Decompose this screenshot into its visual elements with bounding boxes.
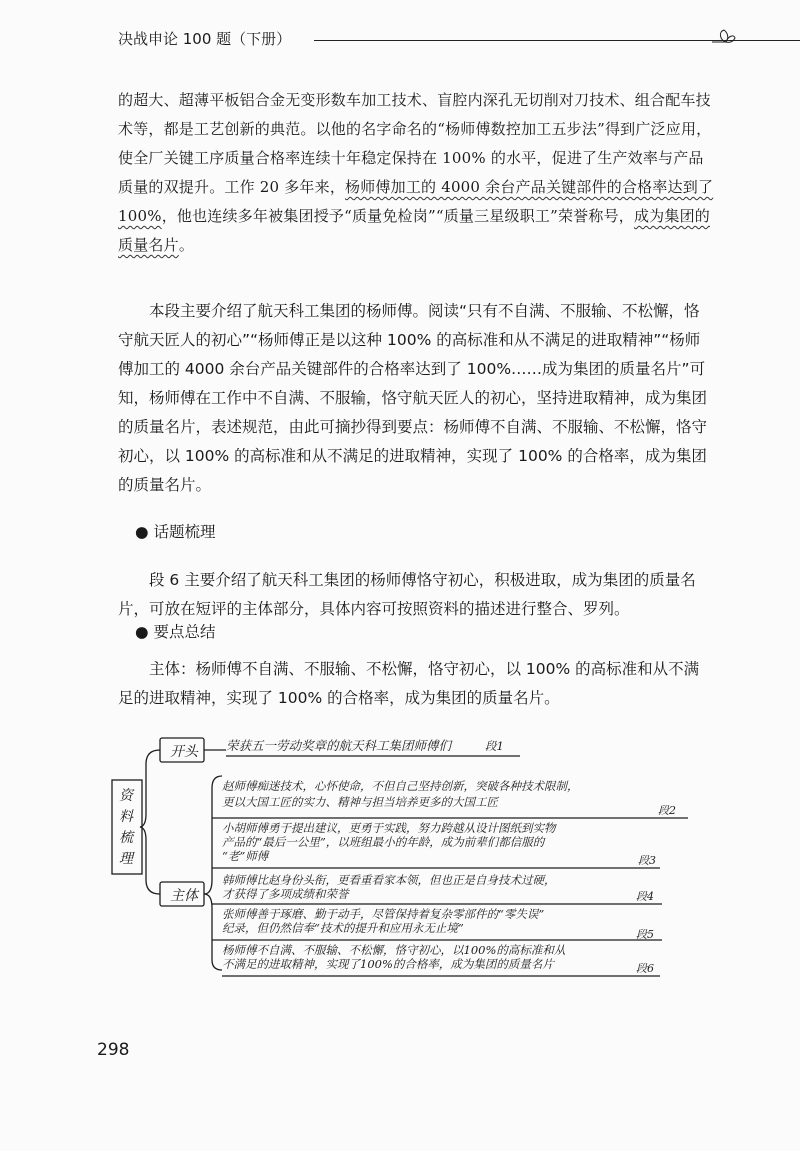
bullet-dot-icon: ● <box>135 523 149 541</box>
mindmap-item-2-line-2: 产品的“最后一公里”，以班组最小的年龄，成为前辈们都信服的 <box>222 835 545 849</box>
mindmap-item-3-line-2: 才获得了多项成绩和荣誉 <box>222 887 349 901</box>
mindmap-body-label: 主体 <box>170 888 198 904</box>
bullet-heading-topic <box>135 520 215 544</box>
mindmap-opening-label: 开头 <box>170 744 198 760</box>
mindmap-item-2-line-1: 小胡师傅勇于提出建议，更勇于实践，努力跨越从设计图纸到实物 <box>222 821 556 835</box>
mindmap-opening-para: 段1 <box>485 739 504 753</box>
mindmap-item-1-para: 段2 <box>658 804 676 817</box>
bullet-heading-topic-text: 话题梳理 <box>153 523 216 541</box>
paragraph-3-text: 段 6 主要介绍了航天科工集团的杨师傅恪守初心，积极进取，成为集团的质量名片，可放在短评的主体部分，具体内容可按照资料的描述进行整合、罗列。 <box>118 571 696 618</box>
mindmap-item-2-para: 段3 <box>638 854 656 867</box>
mindmap-item-5-line-2: 不满足的进取精神，实现了100%的合格率，成为集团的质量名片 <box>222 957 554 971</box>
paragraph-1-text-b: ，他也连续多年被集团授予“质量免检岗”“质量三星级职工”荣誉称号， <box>161 207 634 225</box>
mindmap-item-2-line-3: “老”师傅 <box>222 849 269 863</box>
paragraph-2-text: 本段主要介绍了航天科工集团的杨师傅。阅读“只有不自满、不服输、不松懈，恪守航天匠人的初心”“杨师傅正是以这种 100% 的高标准和从不满足的进取精神”“杨师傅加工的 4000 余台产品关键部件的合格率达到了 100%……成为集团的质量名片”可知，杨师傅在工作中不自满、不服输，恪守航天匠人的初心，坚持进取精神，成为集团的质量名片，表述规范，由此可摘抄得到要点：杨师傅不自满、不服输、不松懈，恪守初心，以 100% 的高标准和从不满足的进取精神，实现了 100% 的合格率，成为集团的质量名片。 <box>118 302 708 494</box>
material-mindmap <box>100 728 700 988</box>
book-title: 决战申论 100 题（下册） <box>118 30 292 48</box>
paragraph-1-underline-2: 成为集团的质量名片 <box>118 207 710 254</box>
bullet-dot-icon: ● <box>135 623 149 641</box>
paragraph-4-text: 主体：杨师傅不自满、不服输、不松懈，恪守初心，以 100% 的高标准和从不满足的进取精神，实现了 100% 的合格率，成为集团的质量名片。 <box>118 660 700 707</box>
running-header <box>118 28 718 56</box>
mindmap-root-char-1: 资 <box>119 788 133 804</box>
mindmap-item-5-para: 段6 <box>636 962 654 975</box>
mindmap-item-3-line-1: 韩师傅比赵身份头衔，更看重看家本领，但也正是自身技术过硬， <box>222 873 556 887</box>
paragraph-1-text-c: 。 <box>178 236 195 254</box>
paragraph-1-underline-1: 杨师傅加工的 4000 余台产品关键部件的合格率达到了 100% <box>118 178 714 225</box>
mindmap-root-char-3: 梳 <box>119 830 133 846</box>
mindmap-root-char-2: 料 <box>119 809 133 825</box>
mindmap-body-brace <box>204 776 222 970</box>
sprout-icon <box>708 26 736 50</box>
mindmap-item-3-para: 段4 <box>636 890 654 903</box>
mindmap-item-1-line-1: 赵师傅痴迷技术，心怀使命，不但自己坚持创新，突破各种技术限制， <box>222 779 579 793</box>
paragraph-4 <box>118 655 714 713</box>
paragraph-2 <box>118 297 714 500</box>
bullet-heading-summary <box>135 620 215 644</box>
mindmap-item-4-line-1: 张师傅善于琢磨、勤于动手，尽管保持着复杂零部件的“零失误” <box>222 907 545 921</box>
paragraph-1 <box>118 86 714 260</box>
paragraph-1-text-a: 的超大、超薄平板铝合金无变形数车加工技术、盲腔内深孔无切削对刀技术、组合配车技术等，都是工艺创新的典范。以他的名字命名的“杨师傅数控加工五步法”得到广泛应用，使全厂关键工序质量合格率连续十年稳定保持在 100% 的水平，促进了生产效率与产品质量的双提升。工作 20 多年来， <box>118 91 712 196</box>
mindmap-item-1-line-2: 更以大国工匠的实力、精神与担当培养更多的大国工匠 <box>222 795 498 809</box>
mindmap-opening-text: 荣获五一劳动奖章的航天科工集团师傅们 <box>226 738 452 753</box>
mindmap-item-5-line-1: 杨师傅不自满、不服输、不松懈，恪守初心，以100%的高标准和从 <box>222 943 566 957</box>
mindmap-root-brace <box>140 750 160 894</box>
paragraph-3 <box>118 566 714 624</box>
mindmap-root-char-4: 理 <box>119 851 133 867</box>
mindmap-item-4-para: 段5 <box>636 928 654 941</box>
page-number: 298 <box>97 1040 130 1060</box>
bullet-heading-summary-text: 要点总结 <box>153 623 216 641</box>
mindmap-item-4-line-2: 纪录，但仍然信奉“技术的提升和应用永无止境” <box>222 921 464 935</box>
